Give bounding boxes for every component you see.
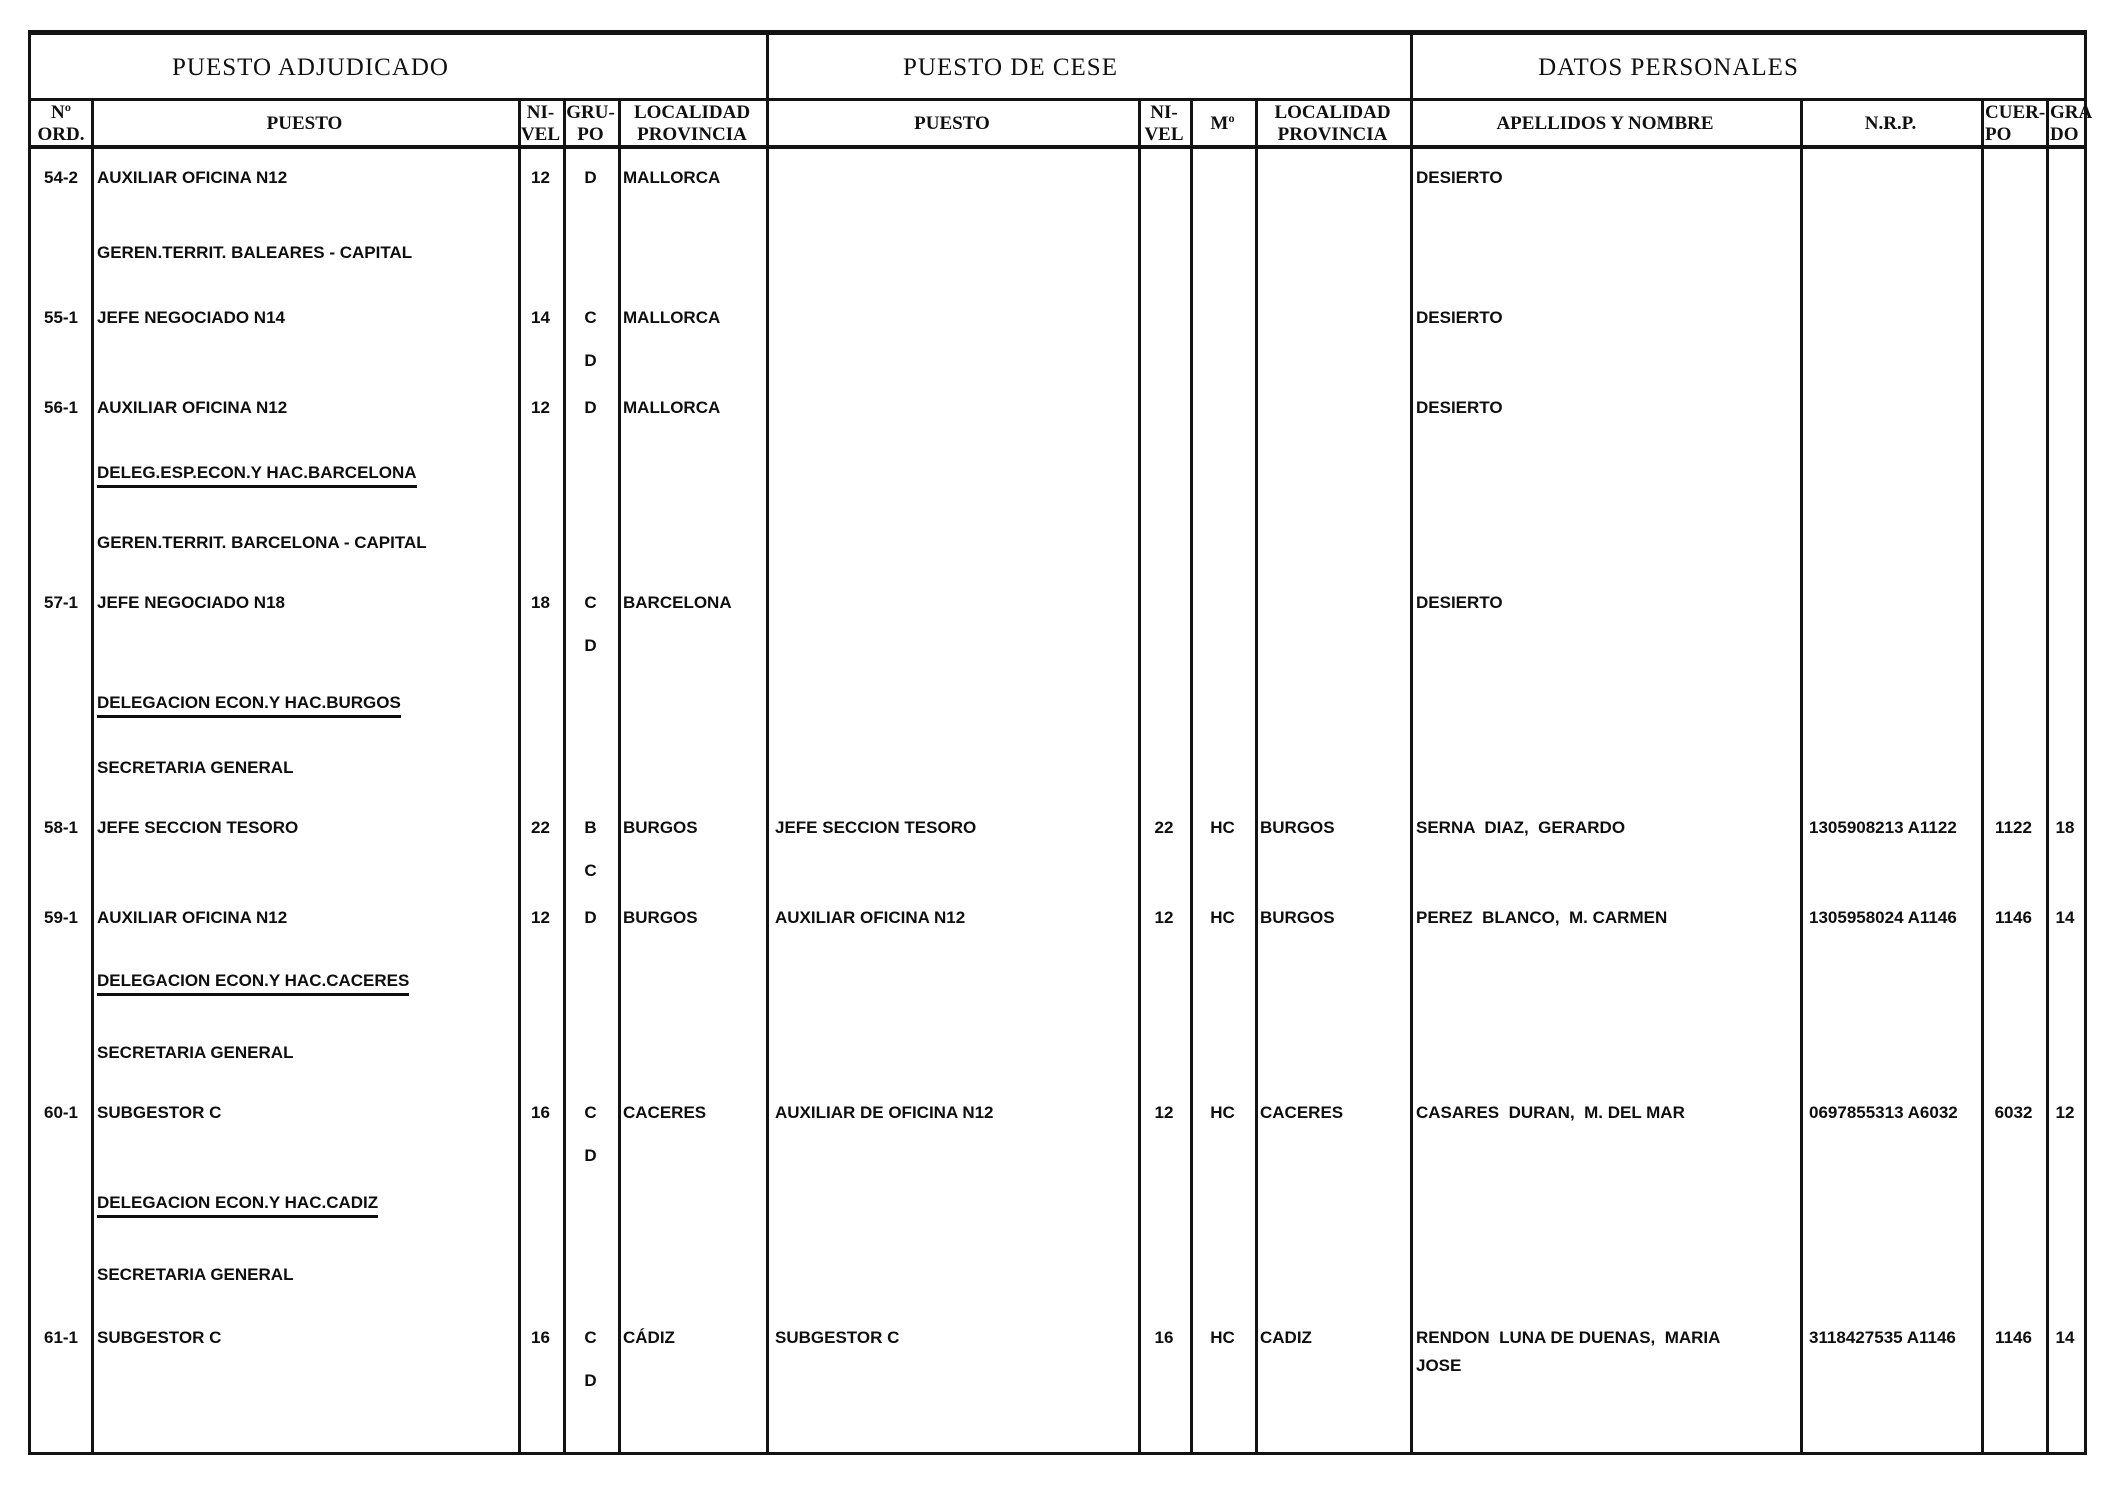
cell-apellidos <box>1416 819 1800 847</box>
table-border-line <box>1981 100 1984 1453</box>
cell-ord: 54-2 <box>43 168 79 187</box>
cell-line: C <box>584 861 597 880</box>
cell-nivel: 16 <box>531 1328 550 1347</box>
cell-line: D <box>584 351 597 370</box>
cell-puesto: JEFE SECCION TESORO <box>97 818 299 837</box>
column-header-line: PROVINCIA <box>637 123 747 145</box>
cell-line: C <box>584 593 597 612</box>
column-header-line: Mº <box>1210 112 1235 134</box>
table-border-line <box>1255 100 1258 1453</box>
cell-nrp: 1305908213 A1122 <box>1809 818 1957 837</box>
cell-section <box>97 972 977 996</box>
column-header-line: PUESTO <box>266 112 343 134</box>
cell-line: DESIERTO <box>1416 593 1503 612</box>
cell-nivel: 16 <box>531 1103 550 1122</box>
table-border-line <box>518 100 521 1453</box>
cell-cese-nivel: 12 <box>1154 908 1174 927</box>
cell-puesto: AUXILIAR OFICINA N12 <box>97 908 288 927</box>
cell-localidad: MALLORCA <box>623 168 721 187</box>
column-header-cuerpo <box>1985 101 2046 146</box>
cell-localidad: BURGOS <box>623 908 698 927</box>
column-header-line: NI- <box>1150 101 1178 123</box>
cell-localidad: MALLORCA <box>623 398 721 417</box>
group-title-puesto-de-cese: PUESTO DE CESE <box>903 53 1118 81</box>
table-border-line <box>2046 100 2049 1453</box>
cell-nrp: 1305958024 A1146 <box>1809 908 1957 927</box>
table-border-line <box>91 100 94 1453</box>
cell-localidad: BARCELONA <box>623 593 732 612</box>
column-header-line: VEL <box>520 123 561 145</box>
column-header-line: PROVINCIA <box>1277 123 1388 145</box>
column-header-line: ORD. <box>37 123 85 145</box>
column-header-line: PO <box>577 123 604 145</box>
table-row <box>31 806 2084 896</box>
cell-cese-localidad: CADIZ <box>1260 1328 1312 1347</box>
group-title-datos-personales: DATOS PERSONALES <box>1538 53 1799 81</box>
column-header-grupo <box>563 101 618 146</box>
cell-line: SERNA DIAZ, GERARDO <box>1416 818 1626 837</box>
table-border-line <box>31 145 2084 149</box>
cell-cese-localidad: BURGOS <box>1260 818 1335 837</box>
column-header-line: N.R.P. <box>1864 112 1917 134</box>
table-border-line <box>766 35 769 100</box>
cell-line: C <box>584 1328 597 1347</box>
cell-cese-mo: HC <box>1210 1328 1235 1347</box>
table-border-line <box>1410 100 1413 1453</box>
cell-ord: 61-1 <box>43 1328 79 1347</box>
table-row <box>31 1316 2084 1460</box>
cell-grupo <box>563 594 618 680</box>
cell-line: CASARES DURAN, M. DEL MAR <box>1416 1103 1685 1122</box>
cell-line: B <box>584 818 597 837</box>
column-header-line: PUESTO <box>914 112 990 134</box>
section-row <box>31 1031 2084 1091</box>
section-row <box>31 1253 2084 1316</box>
cell-cuerpo: 6032 <box>1994 1103 2033 1122</box>
cell-section <box>97 244 977 261</box>
cell-grupo <box>563 1104 618 1190</box>
cell-apellidos <box>1416 1329 1800 1385</box>
column-header-line: GRU- <box>566 101 615 123</box>
column-header-line: PO <box>1985 123 2012 145</box>
cell-cese-puesto: JEFE SECCION TESORO <box>775 818 977 837</box>
column-header-line: GRA <box>2050 101 2093 123</box>
cell-line: D <box>584 1371 597 1390</box>
cell-section <box>97 534 977 551</box>
cell-line: DESIERTO <box>1416 398 1503 417</box>
cell-localidad: CACERES <box>623 1103 707 1122</box>
cell-grupo <box>563 1329 618 1415</box>
subsection-heading: SECRETARIA GENERAL <box>97 1043 294 1062</box>
cell-cese-mo: HC <box>1210 908 1235 927</box>
cell-grupo <box>563 169 618 212</box>
column-header-nivel <box>518 101 563 146</box>
table-border-line <box>1410 35 1413 100</box>
subsection-heading: GEREN.TERRIT. BALEARES - CAPITAL <box>97 243 413 262</box>
section-row <box>31 451 2084 521</box>
cell-line: D <box>584 908 597 927</box>
column-header-cese-localidad <box>1255 101 1410 146</box>
cell-ord: 56-1 <box>43 398 79 417</box>
cell-nivel: 12 <box>531 908 550 927</box>
section-row <box>31 681 2084 746</box>
table-row <box>31 581 2084 681</box>
column-header-line: CUER- <box>1985 101 2046 123</box>
cell-ord: 55-1 <box>43 308 79 327</box>
column-header-cese-mo <box>1190 101 1255 146</box>
cell-line: RENDON LUNA DE DUENAS, MARIA <box>1416 1328 1721 1347</box>
section-heading: DELEGACION ECON.Y HAC.CADIZ <box>97 1194 378 1218</box>
cell-grado: 14 <box>2055 908 2075 927</box>
column-header-nrp <box>1800 101 1981 146</box>
cell-line: JOSE <box>1416 1356 1462 1375</box>
group-header-row <box>31 35 2084 100</box>
cell-apellidos <box>1416 594 1800 622</box>
table-row <box>31 156 2084 231</box>
cell-cese-puesto: AUXILIAR OFICINA N12 <box>775 908 966 927</box>
cell-cuerpo: 1146 <box>1995 1328 2032 1347</box>
cell-ord: 60-1 <box>43 1103 79 1122</box>
table-row <box>31 296 2084 386</box>
column-header-line: LOCALIDAD <box>633 101 751 123</box>
section-row <box>31 521 2084 581</box>
column-header-cese-nivel <box>1138 101 1190 146</box>
cell-apellidos <box>1416 309 1800 337</box>
cell-cese-localidad: BURGOS <box>1260 908 1335 927</box>
column-header-line: APELLIDOS Y NOMBRE <box>1496 112 1714 134</box>
column-header-cese-puesto <box>766 101 1138 146</box>
cell-cese-nivel: 16 <box>1154 1328 1174 1347</box>
column-header-line: LOCALIDAD <box>1274 101 1391 123</box>
subsection-heading: SECRETARIA GENERAL <box>97 758 294 777</box>
table-border-line <box>618 100 621 1453</box>
table-border-line <box>1190 100 1193 1453</box>
cell-localidad: CÁDIZ <box>623 1328 675 1347</box>
table-body <box>31 150 2084 1453</box>
cell-cuerpo: 1146 <box>1995 908 2032 927</box>
section-row <box>31 231 2084 296</box>
section-heading: DELEGACION ECON.Y HAC.CACERES <box>97 972 409 996</box>
cell-nivel: 18 <box>531 593 550 612</box>
cell-section <box>97 694 977 718</box>
cell-puesto: AUXILIAR OFICINA N12 <box>97 168 288 187</box>
cell-apellidos <box>1416 169 1800 197</box>
cell-line: D <box>584 168 597 187</box>
cell-nrp: 3118427535 A1146 <box>1809 1328 1956 1347</box>
cell-line: C <box>584 1103 597 1122</box>
cell-nrp: 0697855313 A6032 <box>1809 1103 1958 1122</box>
cell-puesto: SUBGESTOR C <box>97 1328 222 1347</box>
cell-grupo <box>563 399 618 442</box>
cell-grupo <box>563 819 618 905</box>
cell-grado: 14 <box>2055 1328 2075 1347</box>
cell-section <box>97 1266 977 1283</box>
cell-line: DESIERTO <box>1416 308 1503 327</box>
column-header-line: VEL <box>1144 123 1184 145</box>
cell-puesto: JEFE NEGOCIADO N14 <box>97 308 285 327</box>
column-header-localidad <box>618 101 766 146</box>
table-border-line <box>1138 100 1141 1453</box>
column-header-puesto <box>91 101 518 146</box>
table-border-line <box>31 98 2084 101</box>
cell-grado: 18 <box>2055 818 2075 837</box>
cell-section <box>97 759 977 776</box>
column-header-apellidos <box>1410 101 1800 146</box>
table-border-line <box>766 100 769 1453</box>
cell-nivel: 22 <box>531 818 550 837</box>
column-header-ord <box>31 101 91 146</box>
cell-nivel: 12 <box>531 168 550 187</box>
cell-line: DESIERTO <box>1416 168 1503 187</box>
cell-grupo <box>563 309 618 395</box>
cell-line: D <box>584 1146 597 1165</box>
table-row <box>31 896 2084 959</box>
table-border-line <box>563 100 566 1453</box>
cell-grupo <box>563 909 618 952</box>
cell-line: D <box>584 636 597 655</box>
column-header-line: NI- <box>526 101 555 123</box>
cell-cese-nivel: 12 <box>1154 1103 1174 1122</box>
cell-cuerpo: 1122 <box>1995 818 2032 837</box>
cell-puesto: JEFE NEGOCIADO N18 <box>97 593 285 612</box>
cell-nivel: 12 <box>531 398 550 417</box>
cell-cese-puesto: SUBGESTOR C <box>775 1328 900 1347</box>
cell-line: PEREZ BLANCO, M. CARMEN <box>1416 908 1668 927</box>
cell-cese-mo: HC <box>1210 1103 1235 1122</box>
group-title-puesto-adjudicado: PUESTO ADJUDICADO <box>172 53 449 81</box>
cell-line: C <box>584 308 597 327</box>
cell-cese-puesto: AUXILIAR DE OFICINA N12 <box>775 1103 994 1122</box>
section-heading: DELEG.ESP.ECON.Y HAC.BARCELONA <box>97 464 417 488</box>
cell-apellidos <box>1416 399 1800 427</box>
cell-section <box>97 1194 977 1218</box>
subsection-heading: GEREN.TERRIT. BARCELONA - CAPITAL <box>97 533 427 552</box>
cell-grado: 12 <box>2055 1103 2075 1122</box>
subsection-heading: SECRETARIA GENERAL <box>97 1265 294 1284</box>
cell-nivel: 14 <box>531 308 550 327</box>
cell-localidad: BURGOS <box>623 818 698 837</box>
column-header-grado <box>2050 101 2093 146</box>
table-row <box>31 1091 2084 1181</box>
column-header-line: Nº <box>51 101 71 123</box>
cell-localidad: MALLORCA <box>623 308 721 327</box>
cell-apellidos <box>1416 1104 1800 1132</box>
cell-ord: 59-1 <box>43 908 79 927</box>
cell-cese-nivel: 22 <box>1154 818 1174 837</box>
section-row <box>31 959 2084 1031</box>
section-row <box>31 746 2084 806</box>
section-heading: DELEGACION ECON.Y HAC.BURGOS <box>97 694 401 718</box>
cell-ord: 58-1 <box>43 818 79 837</box>
cell-cese-mo: HC <box>1210 818 1235 837</box>
cell-ord: 57-1 <box>43 593 79 612</box>
table-border-line <box>1800 100 1803 1453</box>
cell-apellidos <box>1416 909 1800 937</box>
cell-cese-localidad: CACERES <box>1260 1103 1344 1122</box>
assignments-table <box>28 30 2093 1455</box>
cell-section <box>97 464 977 488</box>
cell-puesto: SUBGESTOR C <box>97 1103 222 1122</box>
cell-puesto: AUXILIAR OFICINA N12 <box>97 398 288 417</box>
section-row <box>31 1181 2084 1253</box>
cell-line: D <box>584 398 597 417</box>
table-row <box>31 386 2084 451</box>
column-header-line: DO <box>2050 123 2079 145</box>
cell-section <box>97 1044 977 1061</box>
